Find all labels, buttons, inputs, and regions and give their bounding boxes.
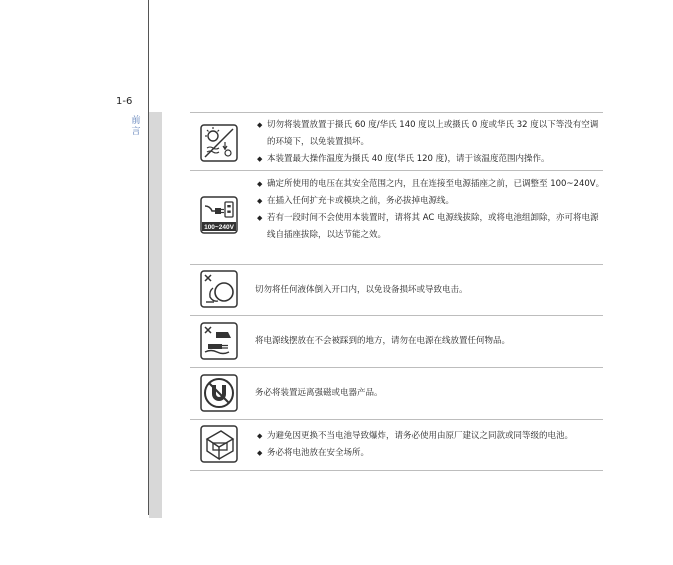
power-voltage-icon bbox=[200, 196, 238, 234]
battery-warning-icon bbox=[200, 425, 238, 463]
divider bbox=[190, 264, 603, 265]
voltage-label: 100~240V bbox=[204, 224, 234, 231]
side-bar bbox=[149, 112, 162, 518]
section-voltage bbox=[255, 176, 605, 244]
no-magnet-icon bbox=[200, 374, 238, 412]
list-item: ◆ 为避免因更换不当电池导致爆炸，请务必使用由原厂建议之同款或同等级的电池。 bbox=[257, 431, 574, 441]
section-liquid: 切勿将任何液体倒入开口内，以免设备损坏或导致电击。 bbox=[255, 285, 468, 295]
power-cord-icon bbox=[200, 322, 238, 360]
section-magnet: 务必将装置远离强磁或电器产品。 bbox=[255, 388, 383, 398]
section-power-cord: 将电源线摆放在不会被踩到的地方，请勿在电源在线放置任何物品。 bbox=[255, 336, 511, 346]
section-battery bbox=[255, 428, 605, 462]
divider bbox=[190, 170, 603, 171]
list-item: ◆ 若有一段时间不会使用本装置时，请将其 AC 电源线拔除，或将电池组卸除，亦可将电源线自插座拔除，以达节能之效。 bbox=[257, 213, 599, 240]
list-item: ◆ 在插入任何扩充卡或模块之前，务必拔掉电源线。 bbox=[257, 196, 455, 206]
divider bbox=[190, 470, 603, 471]
list-item: ◆ 务必将电池放在安全场所。 bbox=[257, 448, 370, 458]
divider bbox=[190, 315, 603, 316]
list-item: ◆ 确定所使用的电压在其安全范围之内，且在连接至电源插座之前，已调整至 100~240V。 bbox=[257, 179, 605, 189]
list-item: ◆ 本装置最大操作温度为摄氏 40 度(华氏 120 度)，请于该温度范围内操作。 bbox=[257, 154, 550, 164]
no-liquid-icon bbox=[200, 270, 238, 308]
section-label: 前言 bbox=[131, 116, 141, 137]
temperature-warning-icon bbox=[200, 124, 238, 162]
divider bbox=[190, 112, 603, 113]
divider bbox=[190, 367, 603, 368]
section-temperature bbox=[255, 117, 605, 168]
list-item: ◆ 切勿将装置放置于摄氏 60 度/华氏 140 度以上或摄氏 0 度或华氏 32 度以下等没有空调的环境下，以免装置损坏。 bbox=[257, 120, 599, 147]
divider bbox=[190, 419, 603, 420]
page-number: 1-6 bbox=[116, 96, 133, 107]
